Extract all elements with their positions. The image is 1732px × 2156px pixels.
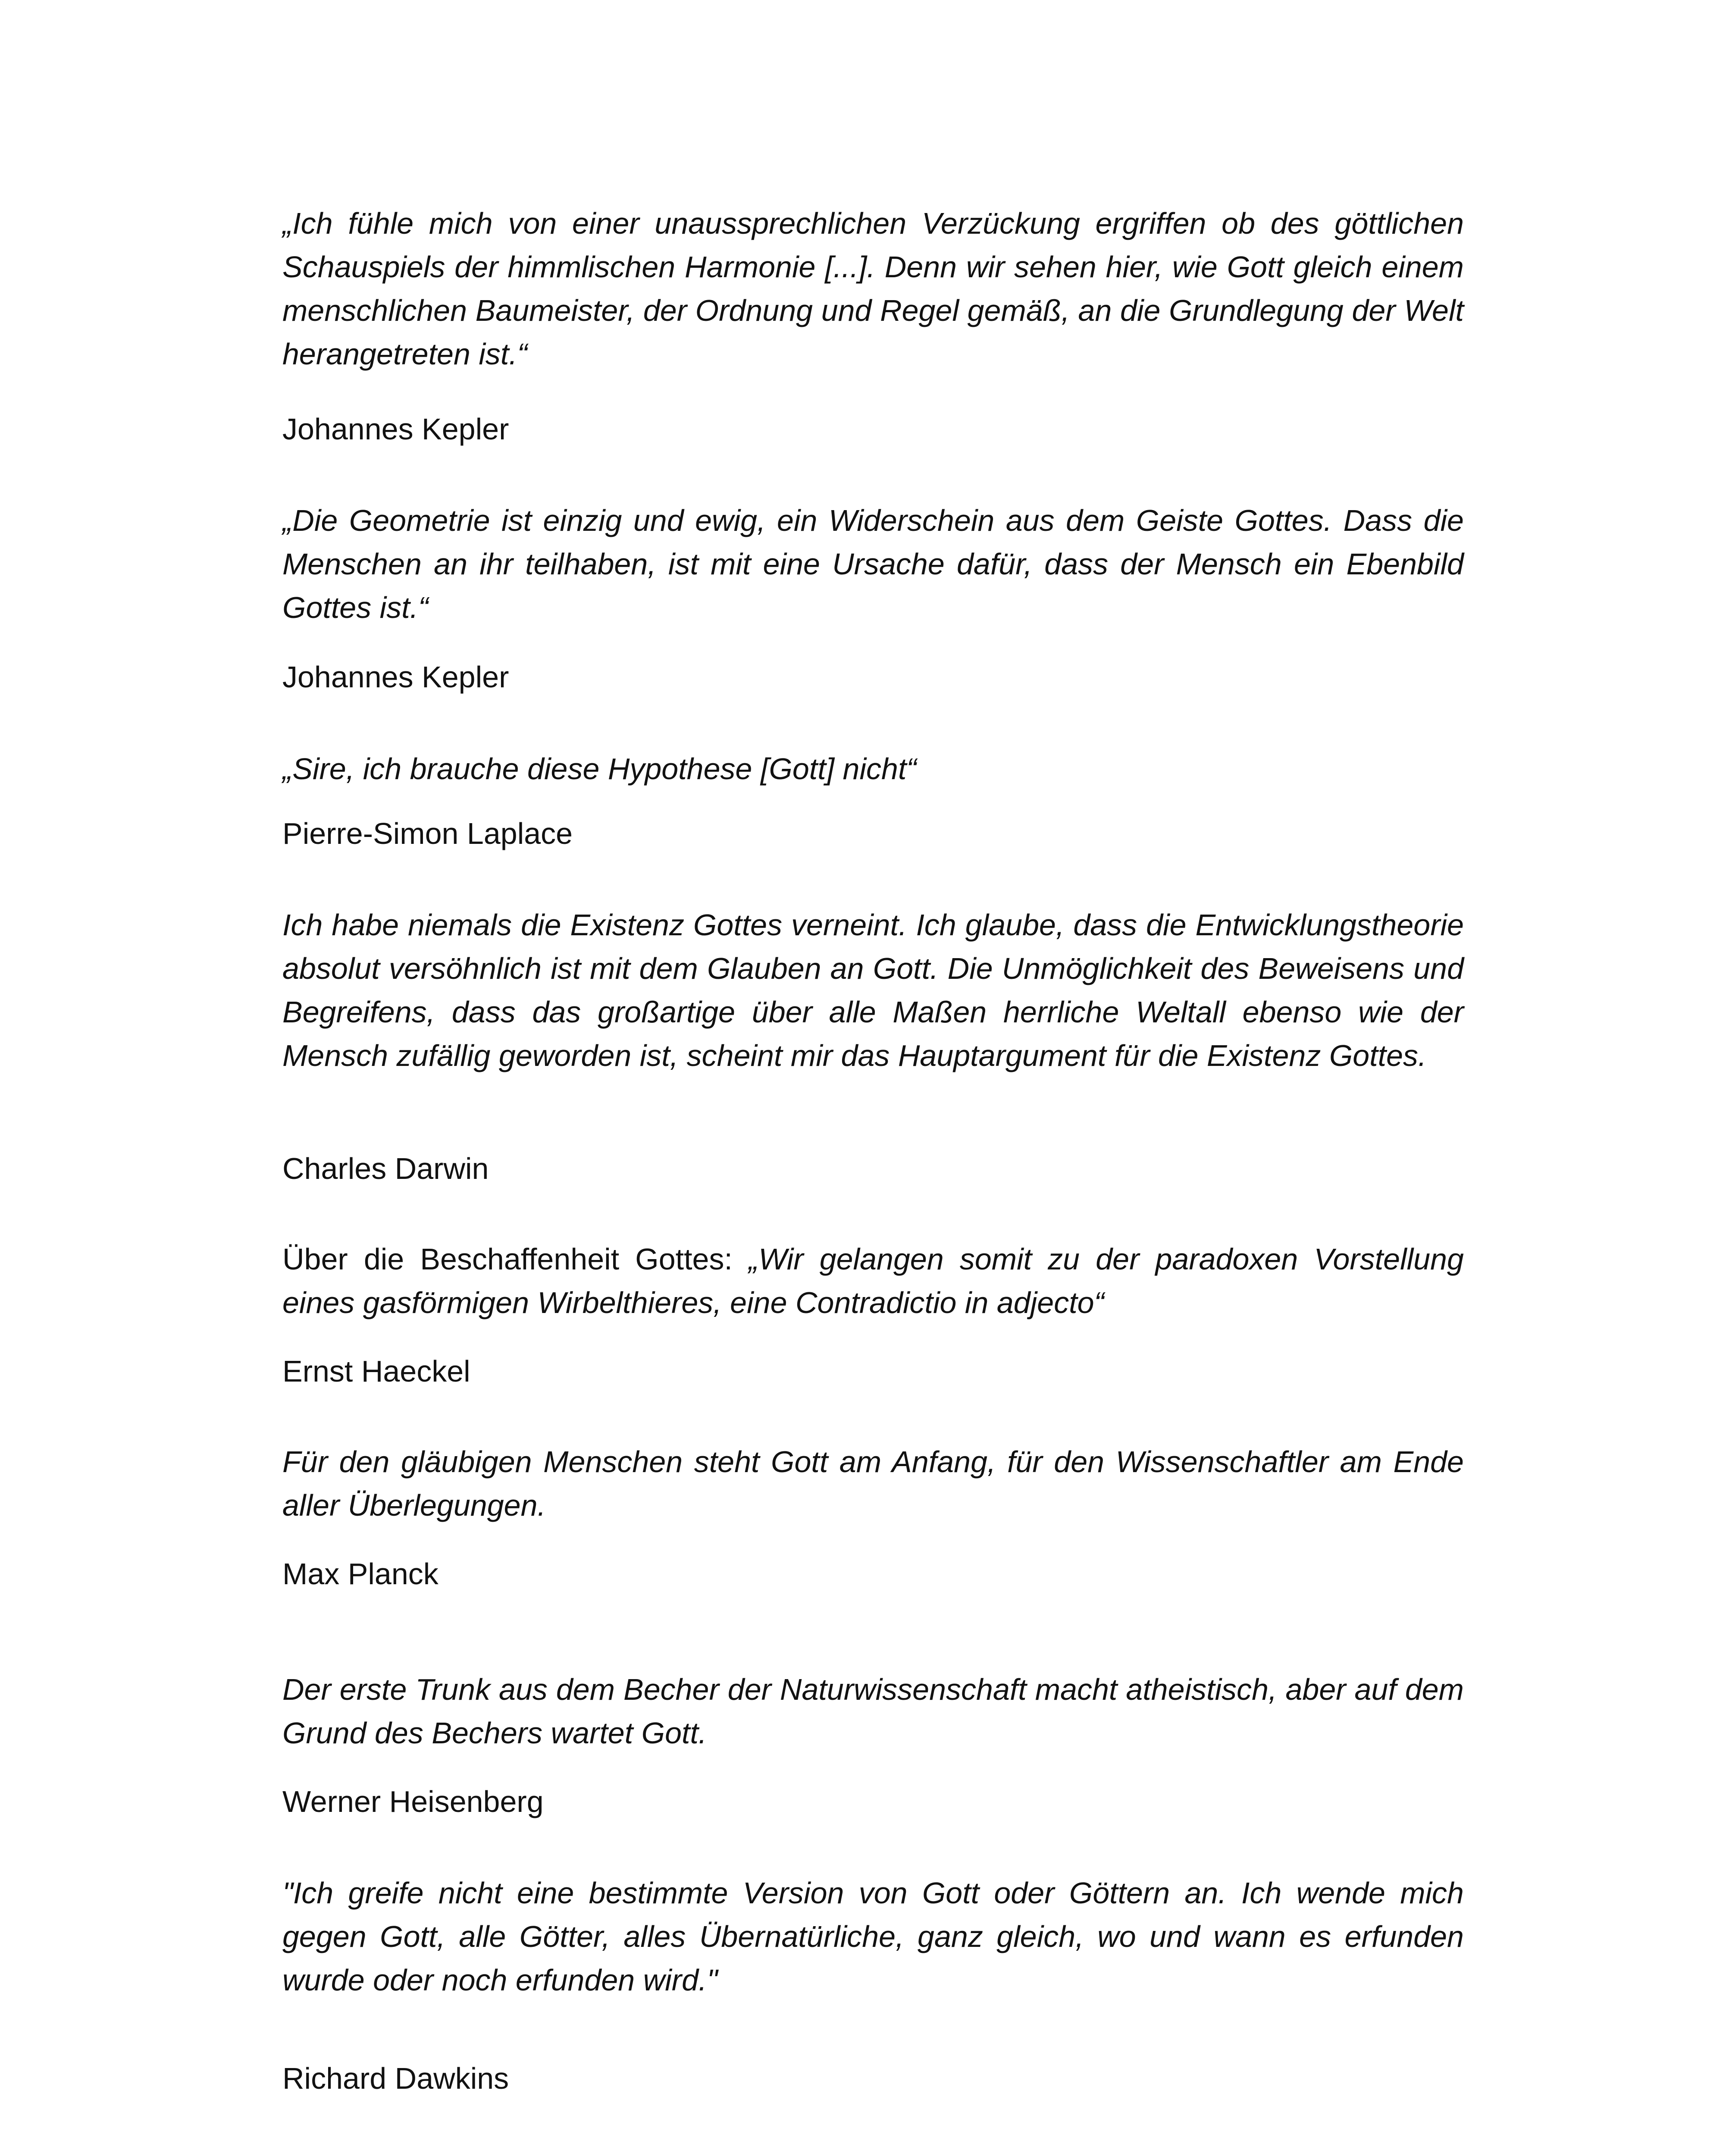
quote-block-laplace bbox=[282, 747, 1464, 791]
quote-author: Johannes Kepler bbox=[282, 412, 509, 446]
quote-text: „Die Geometrie ist einzig und ewig, ein Widerschein aus dem Geiste Gottes. Dass die Menschen an ihr teilhaben, ist mit eine Ursache dafür, dass der Mensch ein Ebenbild Gottes ist.“ bbox=[282, 504, 1464, 624]
quote-text: „Ich fühle mich von einer unaussprechlichen Verzückung ergriffen ob des göttlichen Schauspiels der himmlischen Harmonie [...]. Denn wir sehen hier, wie Gott gleich einem menschlichen Baumeister, der Ordnung und Regel gemäß, an die Grundlegung der Welt herangetreten ist.“ bbox=[282, 207, 1464, 371]
quote-block-planck bbox=[282, 1440, 1464, 1527]
quote-lead: Über die Beschaffenheit Gottes: bbox=[282, 1242, 749, 1276]
quote-author: Werner Heisenberg bbox=[282, 1785, 544, 1818]
quote-block-heisenberg bbox=[282, 1668, 1464, 1755]
quote-text: "Ich greife nicht eine bestimmte Version von Gott oder Göttern an. Ich wende mich gegen Gott, alle Götter, alles Übernatürliche, ganz gleich, wo und wann es erfunden wurde oder noch erfunden wird." bbox=[282, 1876, 1464, 1997]
quote-author: Charles Darwin bbox=[282, 1152, 489, 1185]
quote-author: Johannes Kepler bbox=[282, 660, 509, 694]
quote-author: Richard Dawkins bbox=[282, 2062, 509, 2095]
quote-block-darwin bbox=[282, 903, 1464, 1078]
quote-author: Pierre-Simon Laplace bbox=[282, 817, 573, 850]
quote-text: „Sire, ich brauche diese Hypothese [Gott] nicht“ bbox=[282, 752, 917, 786]
quote-block-kepler-1 bbox=[282, 202, 1464, 376]
quote-author: Ernst Haeckel bbox=[282, 1354, 470, 1388]
quote-italic: „Wir gelangen somit zu der paradoxen Vorstellung eines gasförmigen Wirbelthieres, eine Contradictio in adjecto“ bbox=[282, 1242, 1464, 1319]
quote-text: Für den gläubigen Menschen steht Gott am Anfang, für den Wissenschaftler am Ende aller Überlegungen. bbox=[282, 1445, 1464, 1522]
quote-block-haeckel bbox=[282, 1238, 1464, 1325]
quote-author: Max Planck bbox=[282, 1557, 438, 1591]
quote-block-dawkins bbox=[282, 1871, 1464, 2002]
quote-text: Der erste Trunk aus dem Becher der Naturwissenschaft macht atheistisch, aber auf dem Grund des Bechers wartet Gott. bbox=[282, 1673, 1464, 1750]
quote-text bbox=[282, 1238, 1464, 1325]
quote-text: Ich habe niemals die Existenz Gottes verneint. Ich glaube, dass die Entwicklungstheorie absolut versöhnlich ist mit dem Glauben an Gott. Die Unmöglichkeit des Beweisens und Begreifens, dass das großartige über alle Maßen herrliche Weltall ebenso wie der Mensch zufällig geworden ist, scheint mir das Hauptargument für die Existenz Gottes. bbox=[282, 908, 1464, 1072]
quote-block-kepler-2 bbox=[282, 499, 1464, 630]
